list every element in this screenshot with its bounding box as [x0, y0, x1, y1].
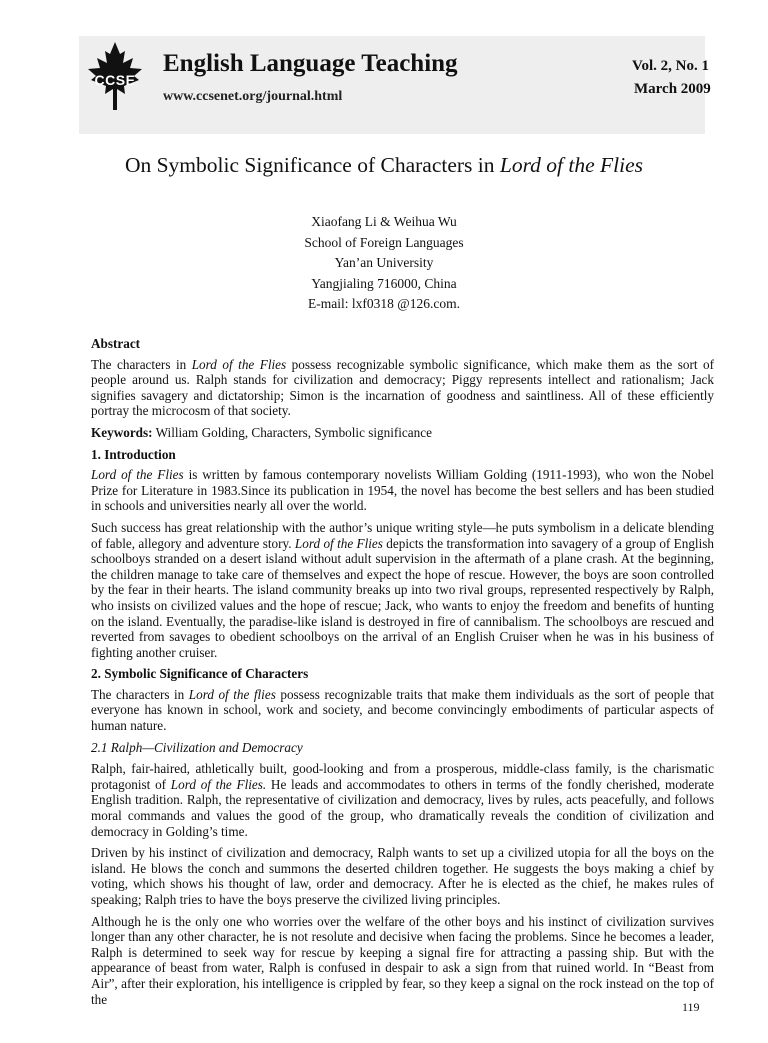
author-department: School of Foreign Languages [304, 234, 464, 250]
author-names: Xiaofang Li & Weihua Wu [311, 214, 457, 229]
section-2-paragraph-2: Ralph, fair-haired, athletically built, good-looking and from a prosperous, middle-class family, is the charismatic protagonist of Lord of the Flies. He leads and accommodates to others in terms of the fondly cherished, moderate English tradition. Ralph, the representative of civilization and democracy, lives by rules, acts peacefully, and follows moral commands and values the good of the group, who dramatically reveals the condition of civilization and democracy in Golding’s time. [91, 761, 715, 839]
keywords: Keywords: William Golding, Characters, Symbolic significance [91, 424, 432, 440]
section-1-heading: 1. Introduction [91, 446, 176, 462]
author-address: Yangjialing 716000, China [311, 275, 457, 291]
abstract-heading: Abstract [91, 336, 141, 351]
paper-title [0, 153, 768, 178]
abstract-text: The characters in Lord of the Flies possess recognizable symbolic significance, which make them as the sort of people around us. Ralph stands for civilization and democracy; Piggy represents intellect and rationalism; Jack signifies savagery and dictatorship; Simon is the incarnation of goodness and saintliness. All of these efficiently portray the microcosm of that society. [91, 356, 714, 419]
author-block [0, 212, 768, 315]
section-2-paragraph-3: Driven by his instinct of civilization and democracy, Ralph wants to set up a civilized utopia for all the boys on the island. He blows the conch and summons the deserted children together. He suggests the boys making a chief by voting, which shows his thought of law, order and democracy. After he is elected as the chief, he makes rules of speaking; Ralph tries to have the boys preserve the civilized living principles. [91, 845, 714, 907]
author-university: Yan’an University [334, 255, 434, 270]
page-number: 119 [682, 1000, 700, 1014]
section-2-paragraph-1: The characters in Lord of the flies possess recognizable traits that make them individuals as the sort of people that everyone has known in school, work and society, and become convincingly embodiments of particular aspects of human nature. [91, 686, 714, 734]
journal-url[interactable]: www.ccsenet.org/journal.html [163, 89, 343, 104]
section-2-heading: 2. Symbolic Significance of Characters [91, 666, 309, 682]
subsection-2-1-heading: 2.1 Ralph—Civilization and Democracy [91, 739, 303, 755]
section-2-paragraph-4: Although he is the only one who worries over the welfare of the other boys and his instinct of civilization survives longer than any other character, he is not resolute and decisive when facing the problems. Since he becomes a leader, Ralph is determined to seek way for rescue by keeping a signal fire for attracting a passing ship. But with the appearance of beast from water, Ralph is confused in despair to ask a sign from that ruined world. In “Beast from Air”, after their exploration, his intelligence is crippled by fear, so they keep a signal on the rock instead on the top of the [91, 913, 714, 1007]
section-1-paragraph-1: Lord of the Flies is written by famous contemporary novelists William Golding (1911-1993), who won the Nobel Prize for Literature in 1983.Since its publication in 1954, the novel has become the best sellers and has been studied in schools and universities nearly all over the world. [91, 467, 715, 514]
volume-number: Vol. 2, No. 1 [632, 58, 709, 74]
logo-text: CCSE [94, 72, 136, 88]
journal-header [79, 36, 711, 134]
author-email[interactable]: E-mail: lxf0318 @126.com. [308, 296, 460, 311]
title-italic: Lord of the Flies [499, 153, 644, 177]
paper-body [91, 336, 714, 1013]
title-text: On Symbolic Significance of Characters in [124, 153, 500, 177]
issue-date: March 2009 [634, 81, 711, 97]
maple-leaf-logo-icon [87, 42, 143, 110]
journal-name: English Language Teaching [163, 50, 458, 77]
section-1-paragraph-2: Such success has great relationship with the author’s unique writing style—he puts symbolism in a delicate blending of fable, allegory and adventure story. Lord of the Flies depicts the transformation into savagery of a group of English schoolboys stranded on a desert island without adult supervision in the aftermath of a plane crash. At the beginning, the children manage to take care of themselves and expect the hope of rescue. However, the boys are soon controlled by the fear in their hearts. The island community breaks up into two rival groups, represented respectively by Ralph, who insists on civilized values and the hope of rescue; Jack, who wants to enjoy the freedom and benefits of hunting on the island. Eventually, the paradise-like island is destroyed in fire of cannibalism. The schoolboys are rescued and reverted from savages to obedient schoolboys on the arrival of an English Cruiser when he was in his business of fighting another cruiser. [91, 519, 714, 660]
